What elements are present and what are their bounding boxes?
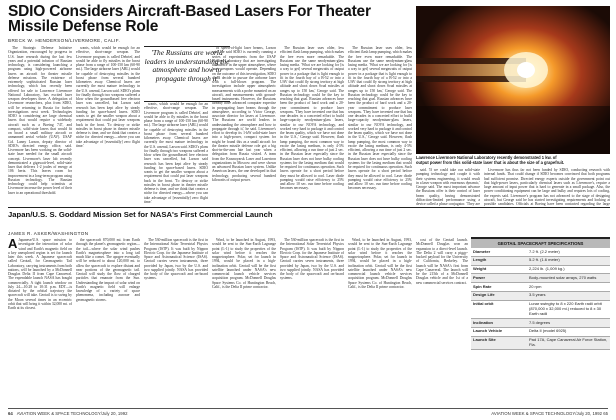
laser-photo (416, 6, 610, 154)
article-column-2 (76, 46, 140, 204)
spec-row (471, 274, 610, 283)
column-text: The 530-million spacecraft is the first in the International Solar Terrestrial Physics Program (ISTP). It was built by Nippon Electric Corp. for the Japanese Institute of Space and Astronautical Science (ISAS). Geotail carries seven instruments, three provided by Japan, two by the U.S. and two supplied jointly. NASA has provided the body of the spacecraft and on-board systems. (280, 238, 344, 281)
publication-line-right: AVIATION WEEK & SPACE TECHNOLOGY/July 20, 1992 65 (491, 411, 608, 416)
column-text: said. 'If we could take our solid-state pumping technology and couple it with their systems engineering, it would result in a laser weapon with enormous dynamic,' George said. The most important advance the Russians offer is their control of laser beam quality, having demonstrated diffraction-limited performance using a device called a phase conjugator. 'They are (416, 168, 480, 206)
article-column-7 (484, 168, 610, 206)
spec-label: Weight (473, 266, 487, 272)
spec-value: 2,224 lb. (1,009 kg.) (529, 266, 565, 272)
column-text: wants, which would be enough for an effective, short-range weapon. The Livermore program is called Debrief, and would be able to fly missiles in the boost phase from a range of 100-150 km (60-90 mi.). The large airborne laser (ABL) would be capable of destroying missiles in the boost phase from several hundred kilometers away. Chemical lasers are currently the most mature technology in the U.S. arsenal, Larson said. SDIO's plans for finally through two weapons suffered a blow when the groundbased free electron laser was cancelled, but Larson said research has been kept alive by steady funding for space-based lasers. SDIO wants to get the smaller weapon about a requirement that could put laser weapons back in the front. 'To destroy or strike missiles in boost phase in theater missile defense is time, and we think that creates a niche for directed energy—where you can take advantage of [essentially] zero flight time.' (76, 46, 140, 148)
article-headline: SDIO Considers Aircraft-Based Lasers For Theater Missile Defense Role (8, 3, 371, 35)
specs-title: GEOTAIL SPACECRAFT SPECIFICATIONS (471, 239, 610, 248)
article2-column-2 (76, 238, 140, 404)
column-text: The Russian laser uses older, less efficient flash lamp pumping, which makes the free even more remarkable. The Russians use the same neodymium-glass lasing media. 'What we are looking for [is a way to get] several megawatts of output power in a package that is light enough to fit in the fourth bay of a B-52 or into a UAV that could fly strong territory at high altitude and shoot down Scud missiles at ranges up to 150 km,' George said. The Russian technology could be the key to reaching that goal. Russian advances have been the product of hard work and a 20-year commitment to produce laser weapons. 'They have invented one that has one decades in a concerted effort to build large-capacity neodymium-glass lasers, similar to our NOVA technology, and worked very hard to package it and control the beam quality, which we have not done in the U.S.,' George said. However, flash lamp pumping, the most common way to excite the lasing medium, is only 4-5% efficient, allowing a run time of just 2 sec. in the Russian laser especially since the Russian laser does not have bulky cooling systems for the lasing medium that would be required for continuous operation. Such lasers operate for a short period before they must be allowed to cool. Laser diode pumping would raise efficiency to 25% and allow 10 sec. run time before cooling becomes necessary. (348, 46, 412, 191)
column-text: Wind, to be launched in August, 1993, would be sent to the Sun-Earth Lagrange point (L-1) to study the properties of the solar wind before it reaches the magnetosphere. Polar, set for launch in 1994, would be placed in a high-inclination orbit. Geotail will be the first satellite launched under NASA's new commercial launch vehicle services acquisition program. McDonnell Douglas Space Systems Co. of Huntington Beach, Calif., is the Delta II prime contractor. (212, 238, 276, 289)
spec-label: Diameter (473, 248, 491, 254)
spec-row (471, 319, 610, 328)
column-text: The 530-million spacecraft is the first in the International Solar Terrestrial Physics Program (ISTP). It was built by Nippon Electric Corp. for the Japanese Institute of Space and Astronautical Science (ISAS). Geotail carries seven instruments, three provided by Japan, two by the U.S. and two supplied jointly. NASA has provided the body of the spacecraft and on-board systems. (144, 238, 208, 281)
spec-label: Length (473, 257, 487, 263)
spec-value: 3.5 years (529, 292, 546, 298)
drop-cap: A (8, 238, 18, 251)
column-text: of speed-of-light laser beams, Larson said. He said SDIO is currently running a series of experiments from the USAF Phillips Laboratory that are investigating turbulence in the upper atmosphere, where laser weapons would operate. Depending on the outcome of this investigation, SDIO could decide to pursue the airborne laser with a full-blown program. The investigation include upper atmospheric measurements with a probe mounted on an aircraft, and measurements with ground-based instruments. However, the Russians already have advanced computer expertise in propagating laser beams through the atmosphere, according to Victor George, associate director for lasers at Livermore. 'The Russians are world leaders in understanding the atmosphere and how to propagate through it,' he said. Livermore's effort to develop its 1-kW solid-state laser into a high-power, compact system for might be found this as a small aircraft for the theater missile defense role got a big shot-in-the-arm late last year when a delegation from Russia visited. A team from the Krasnoyarsk Laser and Lasertron organizations in Moscow and were shown an advanced Russian laser system. Unlike American lasers, the one developed in that technology, producing several hundred kilowatts of output power. (212, 46, 276, 182)
article-column-4 (280, 46, 344, 204)
article-byline: BRECK W. HENDERSON/LIVERMORE, CALIF. (8, 38, 121, 43)
article-column-3 (212, 46, 276, 204)
column-text: the spacecraft 870,000 mi. from Earth through the planet's geomagnetic region—the tail—where the solar wind pushes Earth's magnetosphere into a long tail much like a comet. The apogee eventually will be reduced to about 120,000 mi. to allow the spacecraft to explore distant and near portions of the geomagnetic tail. Geotail will study the flow of charged particles that emanate from the Sun. Understanding the impact of solar wind on Earth's magnetic field will enlarge knowledge of a variety of space phenomena, including aurorae and geomagnetic storms. (76, 238, 140, 302)
spec-row (471, 292, 610, 301)
column-text: Wind, to be launched in August, 1993, would be sent to the Sun-Earth Lagrange point (L-1) to study the properties of the solar wind before it reaches the magnetosphere. Polar, set for launch in 1994, would be placed in a high-inclination orbit. Geotail will be the first satellite launched under NASA's new commercial launch vehicle services acquisition program. McDonnell Douglas Space Systems Co. of Huntington Beach, Calif., is the Delta II prime contractor. (348, 238, 412, 289)
article2-column-1 (8, 238, 72, 404)
article2-column-5 (280, 238, 344, 404)
spec-label: Design Life (473, 292, 495, 298)
spec-value: 20 rpm (529, 283, 542, 289)
page-footer (8, 408, 608, 416)
article2-byline: JAMES R. ASKER/WASHINGTON (8, 231, 89, 236)
spec-label: Inclination (473, 319, 493, 325)
section-divider (8, 207, 610, 208)
spec-label: Power (473, 274, 486, 280)
spec-value: Delta II (model 6925) (529, 328, 567, 334)
specs-table (471, 248, 610, 350)
column-text: cost of the Geotail launch. McDonnell Douglas won an expansion to a direct-level launch. The Delta 2 will carry a piggy-backed payload for the University of California, Berkeley. The launch will be NASA's first from Cape Canaveral. The launch will be the 215th of a McDonnell Douglas vehicle and the 1st of a new commercial services contract. (416, 238, 468, 285)
column-text: The Strategic Defense Initiative Organization, encouraged by progress in U.S. laser research during the last few years and a potential infusion of Russian technology, is considering launching a program using high-powered airborne lasers on aircraft for theater missile defense missions. The existence of extremely sophisticated Russian laser technology, which has recently been offered for sale to Lawrence Livermore National Laboratory, has excited laser weapon developers there. A delegation of Livermore researchers, plus from SDIO, will be returning to Russia for further investigations next week. Technologies SDIO is considering are large chemical lasers that would require a widebody aircraft such as a Boeing 747, and compact, solid-state lasers that would fit on board a small military aircraft or unmanned aerial vehicle (UAV). USAF Col. Lanny Larson, deputy director of SDIO's directed energy office, said. Livermore has been working on the solid-state laser needed for the small aircraft concept. Livermore's laser lab recently demonstrated a gigawatt-level, solid-state laser that delivers 1-2 joules of energy at 106 hertz. This leaves room for improvement in a long-term program using Russian technology. The Russian technology could help scientists at Livermore increase the power level of their laser to an operational threshold. (8, 46, 72, 195)
publication-line: AVIATION WEEK & SPACE TECHNOLOGY/July 20, 1992 (16, 411, 128, 416)
article2-column-6 (348, 238, 412, 404)
spec-value: 7.2 ft. (2.2 meter) (529, 248, 560, 254)
spec-value: 5.2 ft. (1.6 meter) (529, 257, 560, 263)
article-column-3a (144, 102, 208, 204)
spec-row (471, 266, 610, 275)
spec-label: Launch Site (473, 337, 496, 343)
page-number: 64 (8, 411, 13, 416)
spec-label: Launch Vehicle (473, 328, 503, 334)
spec-value: 7.5 degrees (529, 319, 551, 325)
article-column-5 (348, 46, 412, 204)
spacecraft-specs-sidebar (471, 237, 610, 391)
column-text: Japanese/U.S. space mission to investigate the interaction of solar wind and Earth's magnetic field on a key unexplored region is set for launch later this week. A Japanese spacecraft called Geotail, for Geomagnetic Tail Laboratory, carrying instruments from both nations, will be launched by a McDonnell Douglas Delta II from Cape Canaveral. The expendable launch NASA has bought commercially. A tight launch window on July 24—10:28 to 10:31 p.m. EDT—is dictated by the orbital trajectory the spacecraft will take. Geotail is to swing by the Moon several times in an eccentric orbit that will bring it within 32,000 mi. of Earth at its closest. (8, 238, 72, 310)
article-column-1 (8, 46, 72, 204)
column-text: wants, which would be enough for an effective, short-range weapon. The Livermore program is called Debrief, and would be able to fly missiles in the boost phase from a range of 100-150 km (60-90 mi.). The large airborne laser (ABL) would be capable of destroying missiles in the boost phase from several hundred kilometers away. Chemical lasers are currently the most mature technology in the U.S. arsenal, Larson said. SDIO's plans for finally through two weapons suffered a blow when the groundbased free electron laser was cancelled, but Larson said research has been kept alive by steady funding for space-based lasers. SDIO wants to get the smaller weapon about a requirement that could put laser weapons back in the front. 'To destroy or strike missiles in boost phase in theater missile defense is time, and we think that creates a niche for directed energy—where you can take advantage of [essentially] zero flight time.' (144, 102, 208, 204)
article2-column-4 (212, 238, 276, 404)
spec-label: Initial orbit (473, 301, 494, 307)
spec-row (471, 283, 610, 292)
spec-value: Pad 17A, Cape Canaveral Air Force Station, Fla. (529, 337, 608, 348)
spec-row (471, 248, 610, 257)
article2-headline: Japan/U.S. S. Goddard Mission Set for NASA's First Commercial Launch (8, 210, 273, 219)
spec-row (471, 301, 610, 319)
spec-value: Body-mounted solar arrays, 270 watts (529, 274, 597, 280)
article2-column-7 (416, 238, 468, 404)
spec-label: Spin Rate (473, 283, 492, 289)
spec-row (471, 337, 610, 351)
article-column-6 (416, 168, 480, 206)
spec-row (471, 257, 610, 266)
column-text: The Russian laser uses older, less efficient flash lamp pumping, which makes the free even more remarkable. The Russians use the same neodymium-glass lasing media. 'What we are looking for [is a way to get] several megawatts of output power in a package that is light enough to fit in the fourth bay of a B-52 or into a UAV that could fly strong territory at high altitude and shoot down Scud missiles at ranges up to 150 km,' George said. The Russian technology could be the key to reaching that goal. Russian advances have been the product of hard work and a 20-year commitment to produce laser weapons. 'They have invented one that has one decades in a concerted effort to build large-capacity neodymium-glass lasers, similar to our NOVA technology, and worked very hard to package it and control the beam quality, which we have not done in the U.S.,' George said. However, flash lamp pumping, the most common way to excite the lasing medium, is only 4-5% efficient, allowing a run time of just 2 sec. in the Russian laser especially since the Russian laser does not have bulky cooling systems for the lasing medium that would be required for continuous operation. Such lasers operate for a short period before they must be allowed to cool. Laser diode pumping would raise efficiency to 25% and allow 10 sec. run time before cooling becomes necessary. (280, 46, 344, 191)
spec-value: Lunar swingby to 8 x 220 Earth radii orbit (870,000 x 32,000 mi.) reduced to 8 x 30 Earth radii (529, 301, 602, 316)
column-text: Livermore has thus far not been funded by SDIO, conducting research with internal funds. That could change if SDIO becomes convinced that both programs had sufficient promise. Directed energy experts outside the government point out that high-power lasers, particularly chemical lasers such as Livermore's, require a large amount of input power that is hard to generate in a small package. Also, the power conditioning equipment can be large and bulky and requires lots of cooling, the experts said. Livermore's program has not advanced to the stage of designing aircraft, but George said he has started investigating requirements and looking at possible candidates. Officials at Boeing have been contacted regarding the large (484, 168, 610, 206)
pull-quote: 'The Russians are world leaders in understanding the atmosphere and how to propagate through it' (144, 46, 230, 102)
photo-caption: Lawrence Livermore National Laboratory recently demonstrated 1 kw. of output power from this solid-state laser that is about the size of a grapefruit. (416, 155, 565, 165)
spec-row (471, 328, 610, 337)
article2-column-3 (144, 238, 208, 404)
